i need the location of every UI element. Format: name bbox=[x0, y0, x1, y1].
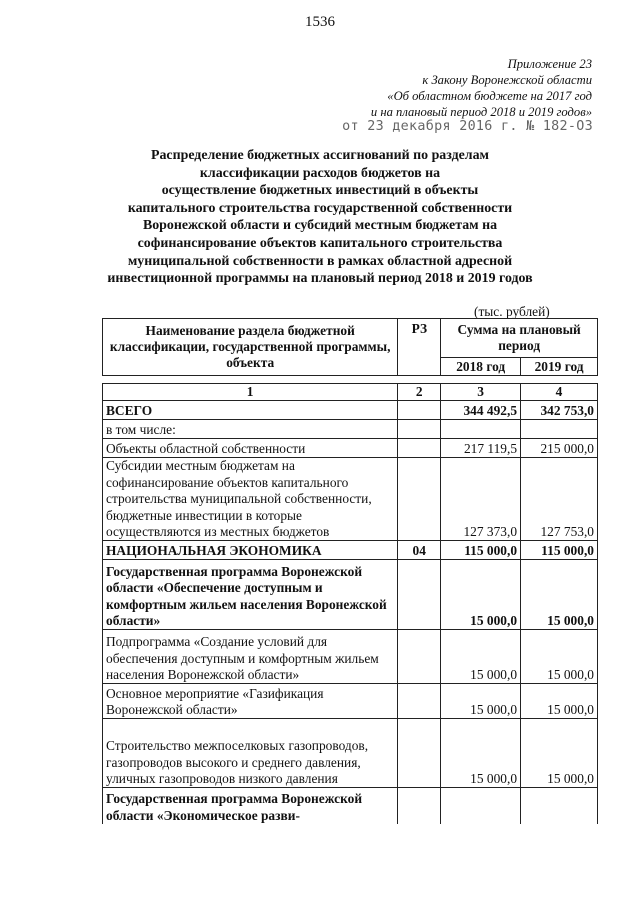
row-2018: 15 000,0 bbox=[441, 630, 521, 684]
header-name: Наименование раздела бюджетной классификации, государственной программы, объекта bbox=[103, 319, 398, 376]
row-rz bbox=[398, 420, 441, 439]
row-2018: 217 119,5 bbox=[441, 439, 521, 458]
row-2018: 15 000,0 bbox=[441, 560, 521, 630]
row-2019: 15 000,0 bbox=[521, 630, 598, 684]
row-2018 bbox=[441, 420, 521, 439]
row-name: Основное мероприятие «Газификация Воронежской области» bbox=[103, 684, 398, 719]
table-row bbox=[103, 458, 598, 541]
row-name: Объекты областной собственности bbox=[103, 439, 398, 458]
appendix-line-1: Приложение 23 bbox=[507, 57, 592, 71]
row-2019 bbox=[521, 420, 598, 439]
title-line-2: классификации расходов бюджетов на bbox=[199, 165, 441, 181]
row-2019: 15 000,0 bbox=[521, 719, 598, 788]
row-2019: 342 753,0 bbox=[521, 401, 598, 420]
header-2018: 2018 год bbox=[441, 358, 521, 376]
table-row bbox=[103, 541, 598, 560]
row-name: ВСЕГО bbox=[103, 401, 398, 420]
appendix-note bbox=[371, 56, 592, 120]
row-rz bbox=[398, 439, 441, 458]
table-row bbox=[103, 719, 598, 788]
index-col-2: 2 bbox=[398, 384, 441, 401]
index-col-4: 4 bbox=[521, 384, 598, 401]
table-row bbox=[103, 420, 598, 439]
row-2019: 15 000,0 bbox=[521, 560, 598, 630]
row-2019: 127 753,0 bbox=[521, 458, 598, 541]
index-col-3: 3 bbox=[441, 384, 521, 401]
appendix-line-3: «Об областном бюджете на 2017 год bbox=[387, 89, 592, 103]
header-rz: РЗ bbox=[398, 319, 441, 376]
row-2018: 344 492,5 bbox=[441, 401, 521, 420]
row-2019 bbox=[521, 788, 598, 824]
page-number: 1536 bbox=[305, 14, 335, 30]
row-2018: 127 373,0 bbox=[441, 458, 521, 541]
appendix-line-2: к Закону Воронежской области bbox=[422, 73, 592, 87]
row-rz bbox=[398, 684, 441, 719]
row-name: Государственная программа Воронежской области «Обеспечение доступным и комфортным жильем населения Воронежской области» bbox=[103, 560, 398, 630]
row-name: Строительство межпоселковых газопроводов, газопроводов высокого и среднего давления, уличных газопроводов низкого давления bbox=[103, 719, 398, 788]
row-name: в том числе: bbox=[103, 420, 398, 439]
row-name: Государственная программа Воронежской области «Экономическое разви- bbox=[103, 788, 398, 824]
title-line-1: Распределение бюджетных ассигнований по разделам bbox=[151, 148, 489, 163]
appendix-line-4: и на плановый период 2018 и 2019 годов» bbox=[370, 105, 592, 119]
row-2019: 15 000,0 bbox=[521, 684, 598, 719]
document-title bbox=[90, 147, 550, 288]
budget-table bbox=[102, 383, 598, 824]
row-rz bbox=[398, 560, 441, 630]
units-label: (тыс. рублей) bbox=[474, 304, 550, 319]
row-rz bbox=[398, 630, 441, 684]
row-2019: 115 000,0 bbox=[521, 541, 598, 560]
table-row bbox=[103, 788, 598, 824]
row-2018: 15 000,0 bbox=[441, 719, 521, 788]
row-rz bbox=[398, 458, 441, 541]
column-index-row bbox=[103, 384, 598, 401]
row-2018: 15 000,0 bbox=[441, 684, 521, 719]
row-2018: 115 000,0 bbox=[441, 541, 521, 560]
title-line-7: муниципальной собственности в рамках областной адресной bbox=[127, 253, 513, 269]
law-date-stamp: от 23 декабря 2016 г. № 182-ОЗ bbox=[342, 119, 593, 134]
row-rz: 04 bbox=[398, 541, 441, 560]
title-line-4: капитального строительства государственной собственности bbox=[127, 200, 513, 216]
row-rz bbox=[398, 788, 441, 824]
title-line-8: инвестиционной программы на плановый период 2018 и 2019 годов bbox=[107, 271, 533, 287]
table-row bbox=[103, 560, 598, 630]
title-line-5: Воронежской области и субсидий местным бюджетам на bbox=[142, 218, 498, 234]
table-row bbox=[103, 684, 598, 719]
table-row bbox=[103, 630, 598, 684]
row-2019: 215 000,0 bbox=[521, 439, 598, 458]
row-name: Субсидии местным бюджетам на софинансирование объектов капитального строительства муниципальной собственности, бюджетные инвестиции в которые осуществляются из местных бюджетов bbox=[103, 458, 398, 541]
title-line-3: осуществление бюджетных инвестиций в объекты bbox=[161, 183, 479, 199]
table-header bbox=[102, 318, 598, 376]
row-name: Подпрограмма «Создание условий для обеспечения доступным и комфортным жильем населения Воронежской области» bbox=[103, 630, 398, 684]
index-col-1: 1 bbox=[103, 384, 398, 401]
header-sum: Сумма на плановый период bbox=[441, 319, 598, 358]
row-rz bbox=[398, 401, 441, 420]
row-rz bbox=[398, 719, 441, 788]
table-row bbox=[103, 439, 598, 458]
row-name: НАЦИОНАЛЬНАЯ ЭКОНОМИКА bbox=[103, 541, 398, 560]
title-line-6: софинансирование объектов капитального строительства bbox=[137, 235, 503, 251]
header-2019: 2019 год bbox=[521, 358, 598, 376]
table-row bbox=[103, 401, 598, 420]
row-2018 bbox=[441, 788, 521, 824]
